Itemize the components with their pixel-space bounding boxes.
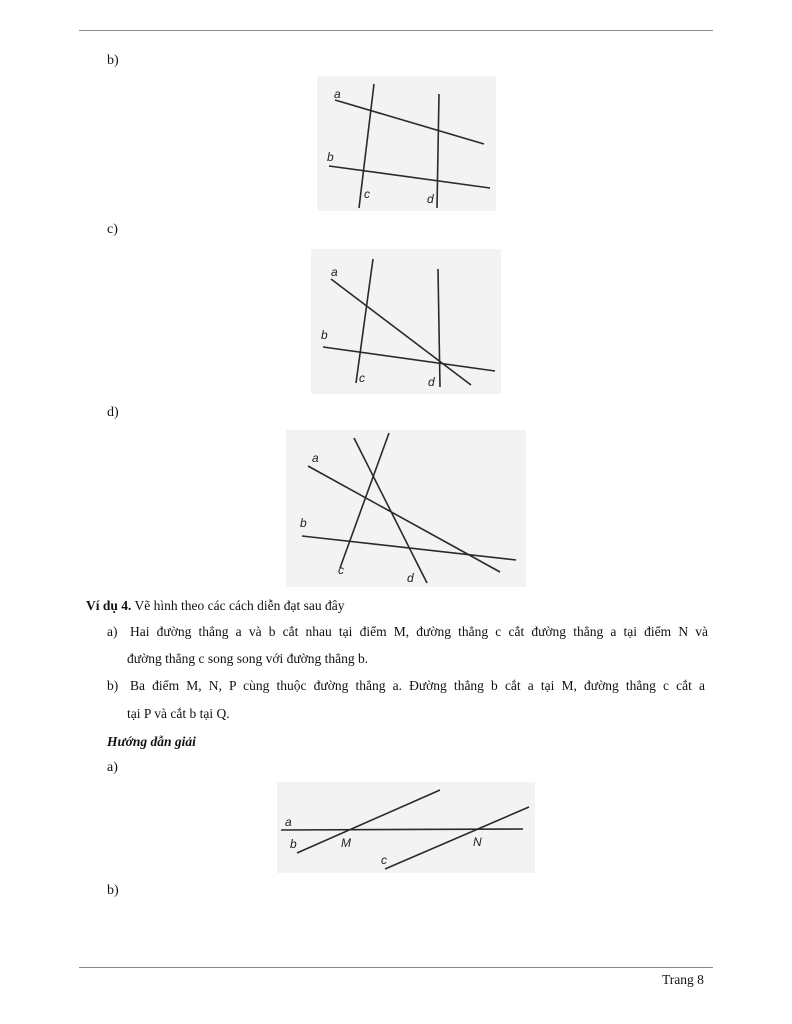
label-d: d) [107, 405, 119, 420]
label-line-a: a [334, 87, 341, 101]
label-b: b) [107, 53, 119, 68]
label-line-b: b [327, 150, 334, 164]
item-a-label: a) [107, 624, 118, 639]
line-c [385, 807, 529, 869]
page-number: Trang 8 [662, 972, 704, 987]
line-c [340, 433, 389, 568]
label-line-c: c [359, 371, 365, 385]
label-line-a: a [312, 451, 319, 465]
label-line-d: d [428, 375, 435, 389]
label-line-a: a [285, 815, 292, 829]
item-b-label: b) [107, 678, 119, 693]
line-b [297, 790, 440, 853]
line-d [437, 94, 439, 208]
line-a [281, 829, 523, 830]
line-a [335, 100, 484, 144]
label-line-d: d [427, 192, 434, 206]
label-line-b: b [290, 837, 297, 851]
label-line-c: c [364, 187, 370, 201]
footer-rule [79, 967, 713, 968]
item-b-line2: tại P và cắt b tại Q. [127, 706, 230, 721]
line-d [438, 269, 440, 387]
header-rule [79, 30, 713, 31]
example-title: Ví dụ 4. [86, 598, 132, 613]
line-c [356, 259, 373, 383]
label-line-d: d [407, 571, 414, 585]
line-a [308, 466, 500, 572]
item-a-line2: đường thẳng c song song với đường thẳng b. [127, 651, 369, 666]
label-line-b: b [300, 516, 307, 530]
item-b-line1: Ba điểm M, N, P cùng thuộc đường thẳng a. Đường thẳng b cắt a tại M, đường thẳng c cắt a [130, 678, 705, 693]
line-b [323, 347, 495, 371]
line-b [329, 166, 490, 188]
example-intro: Vẽ hình theo các cách diễn đạt sau đây [131, 598, 345, 613]
figure-b [317, 76, 496, 211]
solution-heading: Hướng dẫn giải [107, 734, 196, 749]
line-a [331, 279, 471, 385]
label-point-M: M [341, 836, 351, 850]
item-a-line1: Hai đường thẳng a và b cắt nhau tại điểm M, đường thẳng c cắt đường thẳng a tại điểm N và [130, 624, 708, 639]
label-c: c) [107, 222, 118, 237]
example-heading [86, 598, 344, 614]
label-solution-b: b) [107, 883, 119, 898]
label-point-N: N [473, 835, 482, 849]
label-solution-a: a) [107, 760, 118, 775]
label-line-c: c [338, 563, 344, 577]
line-d [354, 438, 427, 583]
figure-d [286, 430, 526, 587]
label-line-a: a [331, 265, 338, 279]
label-line-b: b [321, 328, 328, 342]
figure-c [311, 249, 501, 394]
label-line-c: c [381, 853, 387, 867]
figure-solution-a [277, 782, 535, 873]
